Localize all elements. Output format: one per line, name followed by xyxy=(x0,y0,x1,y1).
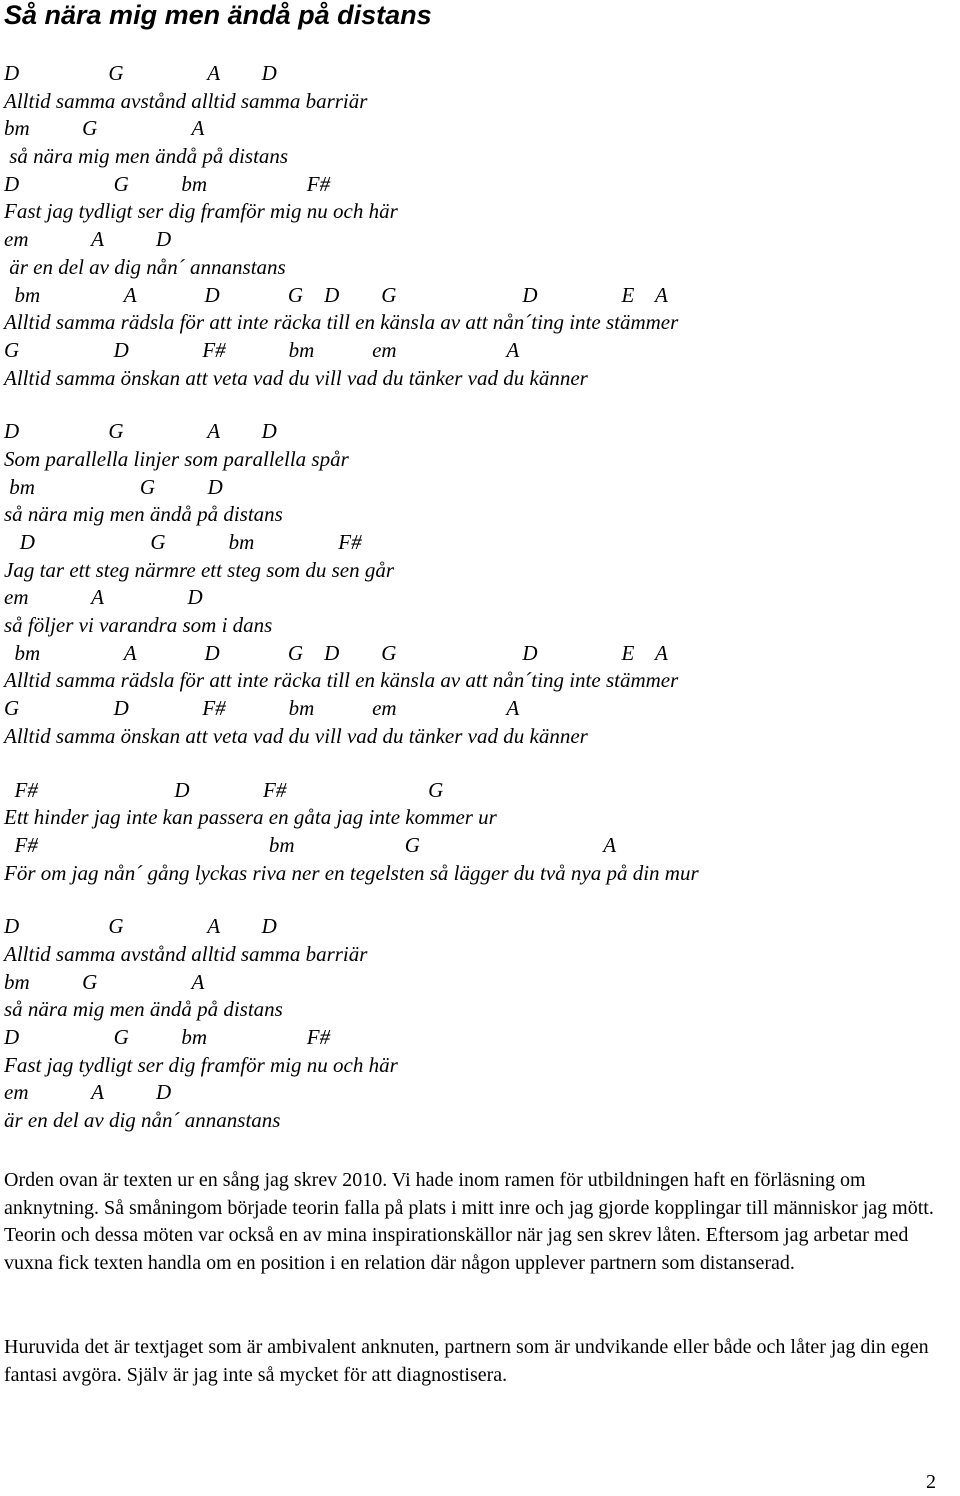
lyric-line: så nära mig men ändå på distans xyxy=(4,997,283,1022)
chord-line: D G bm F# xyxy=(4,171,331,196)
lyric-line: Fast jag tydligt ser dig framför mig nu och här xyxy=(4,1052,398,1077)
chord-line: bm G A xyxy=(4,116,205,141)
lyric-line: är en del av dig nån´ annanstans xyxy=(4,254,286,279)
chord-line: bm G D xyxy=(4,474,223,499)
lyric-line: Alltid samma avstånd alltid samma barriär xyxy=(4,941,368,966)
chord-line: bm G A xyxy=(4,969,205,994)
paragraph-intro: Orden ovan är texten ur en sång jag skrev 2010. Vi hade inom ramen för utbildningen haft en förläsning om anknytning. Så småningom började teorin falla på plats i mitt inre och jag gjorde kopplingar till människor jag mött. Teorin och dessa möten var också en av mina inspirationskällor när jag sen skrev låten. Eftersom jag arbetar med vuxna fick texten handla om en position i en relation där någon upplever partnern som distanserad. xyxy=(4,1169,934,1274)
chord-line: D G A D xyxy=(4,914,277,939)
lyric-line: Alltid samma önskan att veta vad du vill vad du tänker vad du känner xyxy=(4,365,588,390)
paragraph-closing: Huruvida det är textjaget som är ambivalent anknuten, partnern som är undvikande eller både och låter jag din egen fantasi avgöra. Själv är jag inte så mycket för att diagnostisera. xyxy=(4,1336,929,1386)
lyric-line: Alltid samma rädsla för att inte räcka till en känsla av att nån´ting inte stämmer xyxy=(4,310,679,335)
verse-2 xyxy=(4,418,954,750)
chord-line: F# D F# G xyxy=(4,777,444,802)
lyric-line: är en del av dig nån´ annanstans xyxy=(4,1108,281,1133)
lyric-line: så nära mig men ändå på distans xyxy=(4,144,289,169)
song-title: Så nära mig men ändå på distans xyxy=(4,0,432,30)
chord-line: F# bm G A xyxy=(4,832,617,857)
lyric-line: För om jag nån´ gång lyckas riva ner en tegelsten så lägger du två nya på din mur xyxy=(4,860,699,885)
lyric-line: Alltid samma rädsla för att inte räcka till en känsla av att nån´ting inte stämmer xyxy=(4,668,679,693)
chord-line: D G bm F# xyxy=(4,1025,331,1049)
chord-line: G D F# bm em A xyxy=(4,696,520,721)
lyric-line: Alltid samma avstånd alltid samma barriär xyxy=(4,88,368,113)
chord-line: em A D xyxy=(4,227,172,252)
chord-line: D G A D xyxy=(4,419,277,444)
chord-line: bm A D G D G D E A xyxy=(4,640,668,665)
lyric-line: Som parallella linjer som parallella spår xyxy=(4,446,349,471)
lyric-line: Alltid samma önskan att veta vad du vill vad du tänker vad du känner xyxy=(4,723,588,748)
lyric-line: Fast jag tydligt ser dig framför mig nu och här xyxy=(4,199,398,224)
chord-line: G D F# bm em A xyxy=(4,337,520,362)
verse-3 xyxy=(4,913,954,1135)
page-number: 2 xyxy=(926,1471,936,1493)
lyric-line: så nära mig men ändå på distans xyxy=(4,502,283,527)
lyric-line: Ett hinder jag inte kan passera en gåta jag inte kommer ur xyxy=(4,805,497,830)
song-lyrics xyxy=(4,60,954,1135)
bridge xyxy=(4,777,954,888)
chord-line: D G A D xyxy=(4,61,277,85)
lyric-line: Jag tar ett steg närmre ett steg som du sen går xyxy=(4,557,395,582)
chord-line: D G bm F# xyxy=(4,530,362,554)
chord-line: em A D xyxy=(4,585,203,610)
chord-line: em A D xyxy=(4,1080,172,1105)
lyric-line: så följer vi varandra som i dans xyxy=(4,613,273,638)
verse-1 xyxy=(4,60,954,392)
chord-line: bm A D G D G D E A xyxy=(4,282,668,307)
